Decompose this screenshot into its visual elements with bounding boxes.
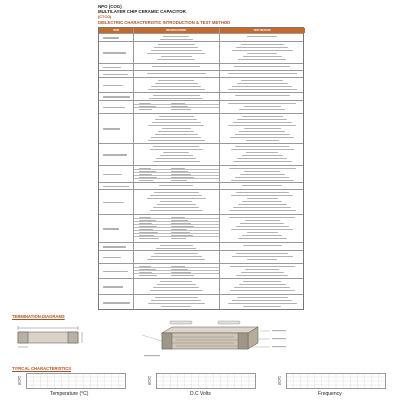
row-label-text xyxy=(103,228,119,229)
row-label-text xyxy=(103,202,124,203)
test-method-text xyxy=(244,171,280,172)
test-method-text xyxy=(229,168,296,169)
test-method-text xyxy=(241,80,283,81)
test-method-text xyxy=(233,161,292,162)
chart-dc-volts-x-label: D.C Volts xyxy=(190,391,211,397)
column-divider xyxy=(219,28,220,309)
test-method-text xyxy=(243,245,282,246)
test-method-text xyxy=(229,217,295,218)
sub-row-rule xyxy=(133,218,219,219)
spec-text xyxy=(158,80,194,81)
table-row xyxy=(99,41,303,63)
row-label-text xyxy=(103,271,128,272)
chart-frequency-x-label: Frequency xyxy=(318,391,342,397)
test-method-text xyxy=(237,297,288,298)
table-header-item: ITEM xyxy=(99,28,133,33)
row-label-text xyxy=(103,257,121,258)
row-label-text xyxy=(103,96,130,97)
chart-temperature-x-label: Temperature (°C) xyxy=(50,391,89,397)
test-method-text xyxy=(228,89,297,90)
sub-row-rule xyxy=(133,169,219,170)
row-label-text xyxy=(103,74,128,75)
test-method-text xyxy=(242,155,283,156)
row-label-text xyxy=(103,37,119,38)
spec-text xyxy=(151,137,201,138)
sub-row-rule xyxy=(133,107,219,108)
test-method-text xyxy=(229,210,296,211)
test-method-text xyxy=(230,266,295,267)
spec-text xyxy=(153,287,199,288)
test-method-text xyxy=(239,109,285,110)
sub-row-rule xyxy=(133,236,219,237)
spec-text xyxy=(152,122,201,123)
test-method-text xyxy=(239,131,285,132)
sub-row-rule xyxy=(133,273,219,274)
table-row xyxy=(99,250,303,263)
test-method-text xyxy=(237,83,288,84)
test-method-text xyxy=(242,235,282,236)
chart-frequency-y-label: ΔC/C xyxy=(276,375,282,386)
spec-text xyxy=(149,98,203,99)
spec-subcell-text xyxy=(171,180,187,181)
row-label-text xyxy=(103,52,126,53)
test-method-text xyxy=(240,223,284,224)
spec-subcell-text xyxy=(139,238,159,239)
chart-frequency xyxy=(286,373,386,389)
test-method-text xyxy=(247,53,277,54)
spec-text xyxy=(160,201,192,202)
spec-text xyxy=(147,73,206,74)
spec-text xyxy=(153,146,199,147)
test-method-text xyxy=(241,44,284,45)
sub-row-rule xyxy=(133,227,219,228)
spec-text xyxy=(163,36,189,37)
spec-text xyxy=(150,195,202,196)
test-method-text xyxy=(232,50,293,51)
spec-text xyxy=(152,66,200,67)
series-line: NPO (COG) xyxy=(98,4,122,9)
table-row xyxy=(99,77,303,92)
test-method-text xyxy=(231,180,294,181)
test-method-text xyxy=(236,47,288,48)
spec-text xyxy=(147,259,205,260)
test-method-text xyxy=(241,272,284,273)
spec-text xyxy=(160,155,193,156)
spec-text xyxy=(150,210,203,211)
spec-table xyxy=(98,27,304,310)
test-method-text xyxy=(239,284,286,285)
test-method-text xyxy=(238,204,287,205)
test-method-text xyxy=(235,95,290,96)
sub-row-rule xyxy=(133,230,219,231)
table-row xyxy=(99,263,303,278)
row-label-text xyxy=(103,286,123,287)
product-line: MULTILAYER CHIP CERAMIC CAPACITOR xyxy=(98,9,186,14)
spec-text xyxy=(148,125,204,126)
spec-text xyxy=(153,161,200,162)
column-divider xyxy=(133,28,134,309)
spec-text xyxy=(151,256,202,257)
test-method-text xyxy=(242,201,282,202)
table-header-test-method: TEST METHOD xyxy=(219,28,305,33)
sub-row-rule xyxy=(133,233,219,234)
test-method-text xyxy=(233,122,292,123)
spec-text xyxy=(158,131,194,132)
table-row xyxy=(99,182,303,189)
test-method-text xyxy=(246,152,278,153)
table-row xyxy=(99,278,303,294)
table-row xyxy=(99,143,303,165)
table-header-specifications: SPECIFICATIONS xyxy=(133,28,219,33)
row-label-text xyxy=(103,67,121,68)
sub-row-rule xyxy=(133,270,219,271)
table-row xyxy=(99,100,303,113)
spec-text xyxy=(160,39,193,40)
test-method-text xyxy=(238,238,287,239)
test-method-text xyxy=(236,226,289,227)
test-method-text xyxy=(231,195,293,196)
sub-row-rule xyxy=(133,104,219,105)
spec-text xyxy=(153,207,199,208)
sub-row-rule xyxy=(133,175,219,176)
sub-row-rule xyxy=(133,172,219,173)
termination-diagrams-title: TERMINATION DIAGRAMS xyxy=(12,314,65,319)
chip-dimension-diagram xyxy=(12,321,102,351)
spec-text xyxy=(147,53,205,54)
test-method-text xyxy=(230,137,294,138)
test-method-text xyxy=(243,306,281,307)
test-method-text xyxy=(236,192,289,193)
test-method-text xyxy=(236,275,288,276)
test-method-text xyxy=(235,177,289,178)
table-row xyxy=(99,214,303,242)
spec-subcell-text xyxy=(139,109,152,110)
spec-text xyxy=(160,281,192,282)
sub-row-rule xyxy=(133,178,219,179)
table-row xyxy=(99,165,303,182)
test-method-text xyxy=(244,106,281,107)
spec-text xyxy=(161,56,192,57)
test-method-text xyxy=(228,103,296,104)
test-method-text xyxy=(247,36,277,37)
table-row xyxy=(99,242,303,250)
spec-text xyxy=(154,253,198,254)
row-label-text xyxy=(103,107,125,108)
spec-text xyxy=(148,303,205,304)
spec-text xyxy=(157,204,196,205)
test-method-text xyxy=(240,174,285,175)
spec-text xyxy=(150,290,203,291)
chart-temperature xyxy=(26,373,126,389)
spec-text xyxy=(151,300,201,301)
test-method-text xyxy=(247,232,278,233)
spec-text xyxy=(156,158,196,159)
test-method-text xyxy=(237,158,287,159)
table-row xyxy=(99,113,303,143)
spec-text xyxy=(154,47,198,48)
spec-text xyxy=(159,185,193,186)
spec-text xyxy=(148,89,205,90)
spec-text xyxy=(147,198,206,199)
table-row xyxy=(99,63,303,70)
code-line: (CTCO) xyxy=(98,15,112,19)
row-label-text xyxy=(103,85,123,86)
test-method-text xyxy=(238,59,286,60)
spec-text xyxy=(155,297,198,298)
row-label-text xyxy=(103,128,120,129)
spec-text xyxy=(154,192,199,193)
test-method-text xyxy=(232,256,293,257)
spec-text xyxy=(163,152,189,153)
test-method-text xyxy=(228,303,297,304)
test-method-text xyxy=(245,269,279,270)
spec-text xyxy=(151,50,202,51)
chip-structure-diagram xyxy=(140,319,290,361)
spec-subcell-text xyxy=(171,238,186,239)
test-method-text xyxy=(233,207,291,208)
spec-text xyxy=(150,149,203,150)
test-method-text xyxy=(245,220,280,221)
test-method-text xyxy=(243,281,281,282)
test-method-text xyxy=(234,287,290,288)
spec-text xyxy=(153,95,200,96)
spec-subcell-text xyxy=(139,275,157,276)
test-method-text xyxy=(246,140,279,141)
spec-text xyxy=(160,245,193,246)
table-row xyxy=(99,189,303,214)
test-method-text xyxy=(228,73,297,74)
spec-subcell-text xyxy=(171,275,194,276)
typical-characteristics-title: TYPICAL CHARACTERISTICS xyxy=(12,366,72,371)
spec-text xyxy=(162,128,191,129)
spec-subcell-text xyxy=(139,180,153,181)
row-label-text xyxy=(103,302,130,303)
test-method-text xyxy=(232,300,292,301)
test-method-text xyxy=(234,66,290,67)
test-method-text xyxy=(236,253,288,254)
spec-subcell-text xyxy=(171,109,191,110)
spec-text xyxy=(155,134,198,135)
table-row xyxy=(99,33,303,41)
test-method-text xyxy=(231,149,294,150)
chart-temperature-y-label: ΔC/C xyxy=(16,375,22,386)
chart-dc-volts-y-label: ΔC/C xyxy=(146,375,152,386)
section-line: DIELECTRIC CHARACTERISTIC INTRODUCTION & TEST METHOD xyxy=(98,20,231,25)
sub-row-rule xyxy=(133,267,219,268)
spec-text xyxy=(155,83,198,84)
test-method-text xyxy=(237,119,287,120)
test-method-text xyxy=(228,125,296,126)
spec-text xyxy=(151,86,201,87)
test-method-text xyxy=(242,185,282,186)
table-row xyxy=(99,294,303,310)
test-method-text xyxy=(235,134,290,135)
spec-text xyxy=(155,119,197,120)
row-label-text xyxy=(103,246,126,247)
chart-dc-volts xyxy=(156,373,256,389)
sub-row-rule xyxy=(133,224,219,225)
test-method-text xyxy=(231,229,293,230)
spec-text xyxy=(157,59,195,60)
test-method-text xyxy=(244,128,281,129)
test-method-text xyxy=(232,86,292,87)
table-row xyxy=(99,92,303,100)
spec-text xyxy=(159,116,194,117)
row-label-text xyxy=(103,186,129,187)
spec-text xyxy=(156,248,196,249)
row-label-text xyxy=(103,174,122,175)
sub-row-rule xyxy=(133,221,219,222)
test-method-text xyxy=(247,259,277,260)
test-method-text xyxy=(230,290,295,291)
test-method-text xyxy=(243,56,282,57)
spec-text xyxy=(161,306,191,307)
spec-text xyxy=(148,140,205,141)
spec-text xyxy=(157,284,196,285)
test-method-text xyxy=(242,116,283,117)
spec-text xyxy=(158,44,195,45)
test-method-text xyxy=(247,198,278,199)
row-label-text xyxy=(103,154,127,155)
table-row xyxy=(99,70,303,77)
test-method-text xyxy=(235,146,289,147)
